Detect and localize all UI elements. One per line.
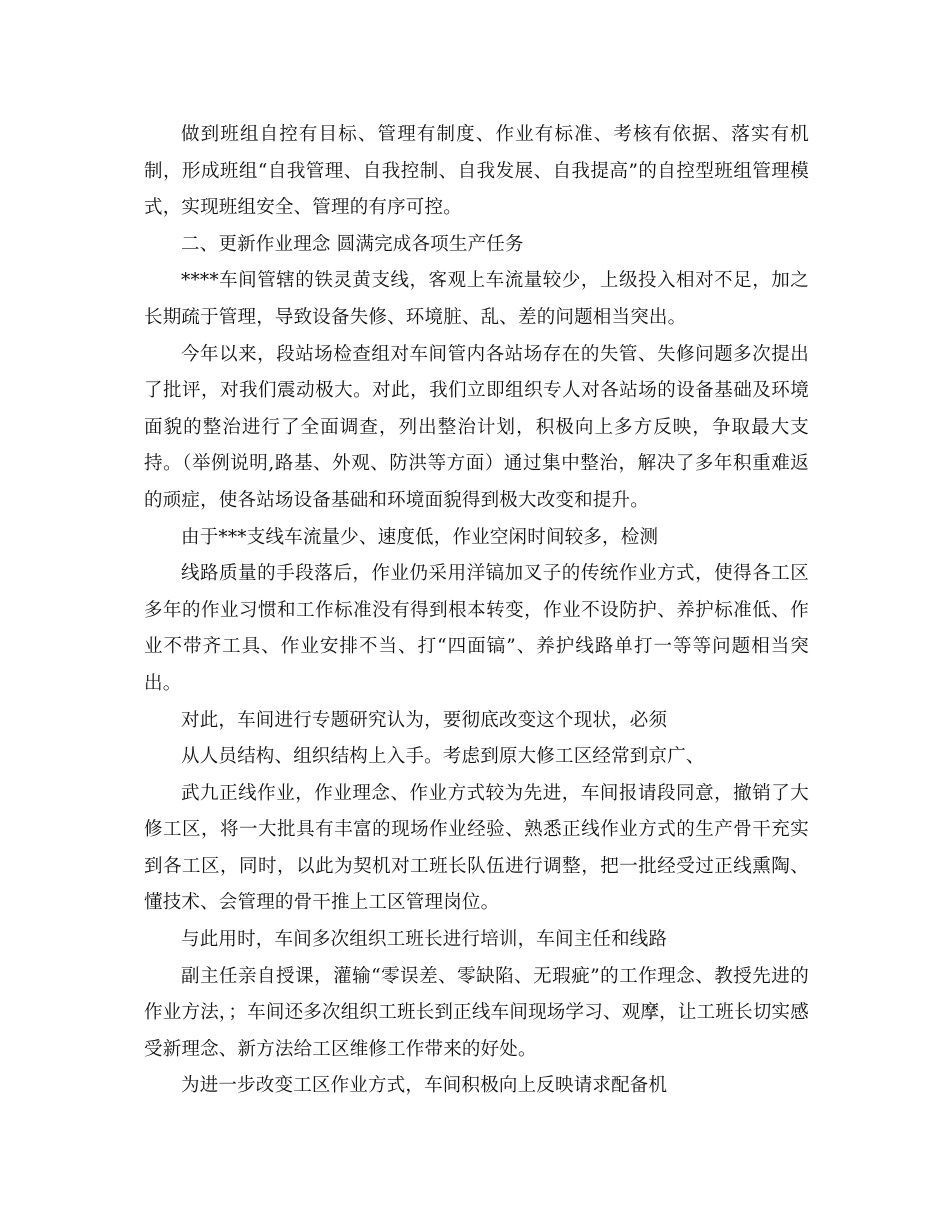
paragraph-equipment-request: 为进一步改变工区作业方式，车间积极向上反映请求配备机 (181, 1075, 668, 1097)
section-heading-2: 二、更新作业理念 圆满完成各项生产任务 (181, 233, 524, 255)
document-body (144, 117, 809, 1105)
paragraph-station-rectification: 今年以来，段站场检查组对车间管内各站场存在的失管、失修问题多次提出了批评，对我们震动极大。对此，我们立即组织专人对各站场的设备基础及环境面貌的整治进行了全面调查，列出整治计划，积极向上多方反映，争取最大支持。（举例说明,路基、外观、防洪等方面）通过集中整治，解决了多年积重难返的顽症，使各站场设备基础和环境面貌得到极大改变和提升。 (144, 343, 809, 511)
paragraph-structure-change: 从人员结构、组织结构上入手。考虑到原大修工区经常到京广、 (181, 746, 705, 768)
paragraph-overhaul-team-reassign: 武九正线作业，作业理念、作业方式较为先进，车间报请段同意，撤销了大修工区，将一大批具有丰富的现场作业经验、熟悉正线作业方式的生产骨干充实到各工区，同时，以此为契机对工班长队伍进行调整，把一批经受过正线熏陶、懂技术、会管理的骨干推上工区管理岗位。 (144, 782, 809, 914)
paragraph-outdated-methods: 线路质量的手段落后，作业仍采用洋镐加叉子的传统作业方式，使得各工区多年的作业习惯和工作标准没有得到根本转变，作业不设防护、养护标准低、作业不带齐工具、作业安排不当、打“四面镐”、养护线路单打一等等问题相当突出。 (144, 563, 809, 694)
paragraph-training: 与此用时，车间多次组织工班长进行培训，车间主任和线路 (181, 929, 668, 951)
paragraph-deputy-lectures: 副主任亲自授课，灌输“零误差、零缺陷、无瑕疵”的工作理念、教授先进的作业方法，；车间还多次组织工班长到正线车间现场学习、观摩，让工班长切实感受新理念、新方法给工区维修工作带来的好处。 (144, 965, 809, 1060)
paragraph-special-study: 对此，车间进行专题研究认为，要彻底改变这个现状，必须 (181, 709, 668, 731)
paragraph-branch-line-status: ****车间管辖的铁灵黄支线，客观上车流量较少，上级投入相对不足，加之长期疏于管理，导致设备失修、环境脏、乱、差的问题相当突出。 (144, 270, 809, 328)
paragraph-team-self-control: 做到班组自控有目标、管理有制度、作业有标准、考核有依据、落实有机制，形成班组“自我管理、自我控制、自我发展、自我提高”的自控型班组管理模式，实现班组安全、管理的有序可控。 (144, 124, 809, 219)
paragraph-low-traffic: 由于***支线车流量少、速度低，作业空闲时间较多，检测 (181, 526, 659, 548)
